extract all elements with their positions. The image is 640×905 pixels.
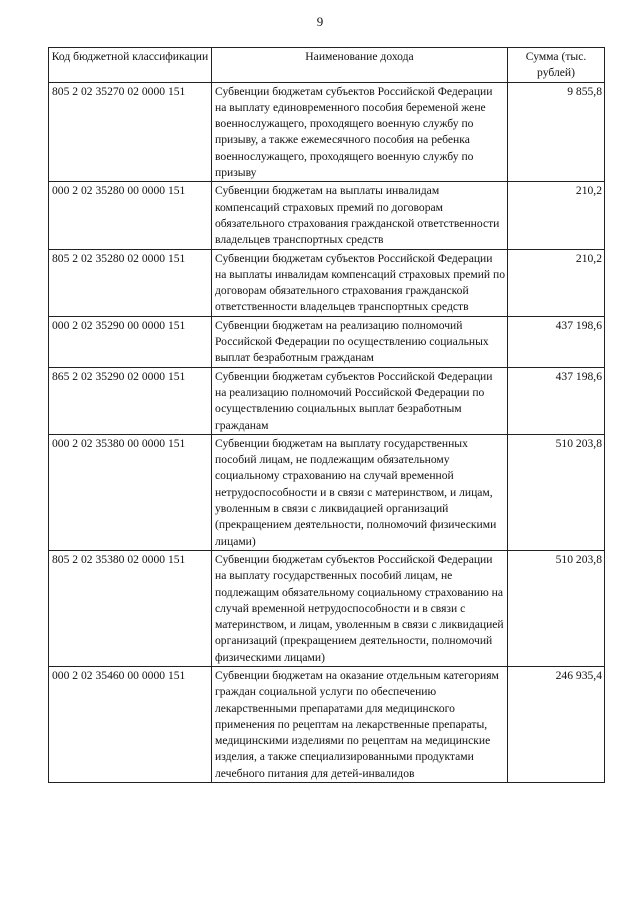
row-code: 805 2 02 35270 02 0000 151: [49, 82, 212, 182]
table-row: [49, 434, 605, 550]
row-name: Субвенции бюджетам на реализацию полномочий Российской Федерации по осуществлению социальных выплат безработным гражданам: [212, 316, 508, 367]
table-row: [49, 367, 605, 434]
header-name: Наименование дохода: [212, 48, 508, 83]
row-sum: 437 198,6: [508, 316, 605, 367]
table-row: [49, 249, 605, 316]
row-code: 000 2 02 35460 00 0000 151: [49, 666, 212, 782]
row-sum: 246 935,4: [508, 666, 605, 782]
row-name: Субвенции бюджетам на оказание отдельным категориям граждан социальной услуги по обеспечению лекарственными препаратами для медицинского применения по рецептам на лекарственные препараты, медицинскими изделиями по рецептам на медицинские изделия, а также специализированными продуктами лечебного питания для детей-инвалидов: [212, 666, 508, 782]
page-number: 9: [316, 14, 324, 29]
row-sum: 210,2: [508, 249, 605, 316]
row-name: Субвенции бюджетам субъектов Российской Федерации на выплаты инвалидам компенсаций страховых премий по договорам обязательного страхования гражданской ответственности владельцев транспортных средств: [212, 249, 508, 316]
table-header-row: [49, 48, 605, 83]
row-sum: 510 203,8: [508, 550, 605, 666]
table-row: [49, 550, 605, 666]
row-name: Субвенции бюджетам на выплаты инвалидам компенсаций страховых премий по договорам обязательного страхования гражданской ответственности владельцев транспортных средств: [212, 182, 508, 249]
revenue-table: [48, 47, 605, 783]
row-sum: 9 855,8: [508, 82, 605, 182]
table-row: [49, 182, 605, 249]
row-code: 805 2 02 35280 02 0000 151: [49, 249, 212, 316]
row-code: 000 2 02 35280 00 0000 151: [49, 182, 212, 249]
row-code: 865 2 02 35290 02 0000 151: [49, 367, 212, 434]
row-sum: 510 203,8: [508, 434, 605, 550]
row-name: Субвенции бюджетам субъектов Российской Федерации на выплату государственных пособий лицам, не подлежащим обязательному социальному страхованию на случай временной нетрудоспособности и в связи с материнством, и лицам, уволенным в связи с ликвидацией организаций (прекращением деятельности, полномочий физическими лицами): [212, 550, 508, 666]
row-sum: 437 198,6: [508, 367, 605, 434]
row-name: Субвенции бюджетам на выплату государственных пособий лицам, не подлежащим обязательному социальному страхованию на случай временной нетрудоспособности и в связи с материнством, и лицам, уволенным в связи с ликвидацией организаций (прекращением деятельности, полномочий физическими лицами): [212, 434, 508, 550]
row-name: Субвенции бюджетам субъектов Российской Федерации на выплату единовременного пособия беременой жене военнослужащего, проходящего военную службу по призыву, а также ежемесячного пособия на ребенка военнослужащего, проходящего военную службу по призыву: [212, 82, 508, 182]
row-name: Субвенции бюджетам субъектов Российской Федерации на реализацию полномочий Российской Федерации по осуществлению социальных выплат безработным гражданам: [212, 367, 508, 434]
row-code: 000 2 02 35290 00 0000 151: [49, 316, 212, 367]
header-code: Код бюджетной классификации: [49, 48, 212, 83]
row-sum: 210,2: [508, 182, 605, 249]
row-code: 000 2 02 35380 00 0000 151: [49, 434, 212, 550]
row-code: 805 2 02 35380 02 0000 151: [49, 550, 212, 666]
table-row: [49, 666, 605, 782]
table-row: [49, 82, 605, 182]
table-row: [49, 316, 605, 367]
header-sum: Сумма (тыс. рублей): [508, 48, 605, 83]
